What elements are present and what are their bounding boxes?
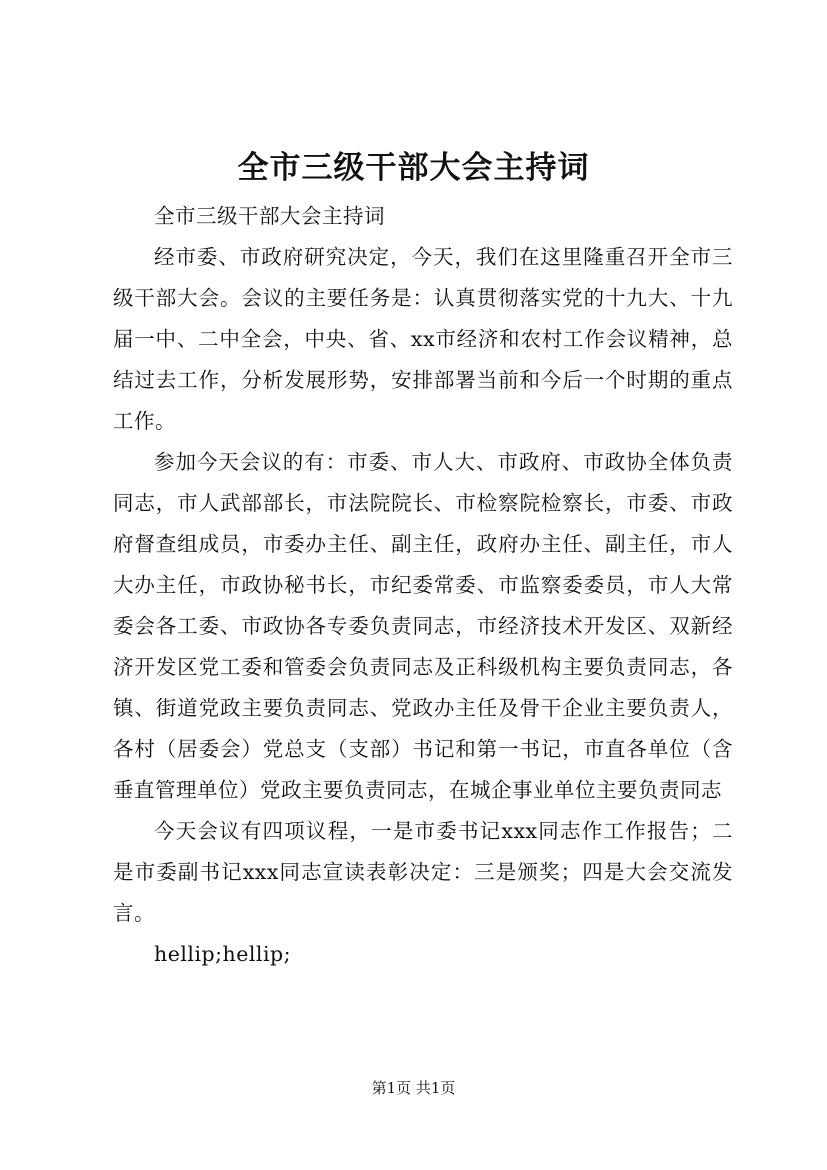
agenda-paragraph: 今天会议有四项议程，一是市委书记xxx同志作工作报告；二是市委副书记xxx同志宣读表彰决定：三是颁奖；四是大会交流发言。 — [113, 819, 733, 925]
document-body — [113, 196, 733, 975]
attendees-paragraph: 参加今天会议的有：市委、市人大、市政府、市政协全体负责同志，市人武部部长，市法院院长、市检察院检察长，市委、市政府督查组成员，市委办主任、副主任，政府办主任、副主任，市人大办主任，市政协秘书长，市纪委常委、市监察委委员，市人大常委会各工委、市政协各专委负责同志，市经济技术开发区、双新经济开发区党工委和管委会负责同志及正科级机构主要负责同志，各镇、街道党政主要负责同志、党政办主任及骨干企业主要负责人，各村（居委会）党总支（支部）书记和第一书记，市直各单位（含垂直管理单位）党政主要负责同志，在城企事业单位主要负责同志 — [113, 450, 733, 802]
subtitle-paragraph: 全市三级干部大会主持词 — [154, 204, 385, 228]
intro-paragraph: 经市委、市政府研究决定，今天，我们在这里隆重召开全市三级干部大会。会议的主要任务是：认真贯彻落实党的十九大、十九届一中、二中全会，中央、省、xx市经济和农村工作会议精神，总结过去工作，分析发展形势，安排部署当前和今后一个时期的重点工作。 — [113, 245, 733, 433]
page-footer: 第1页 共1页 — [371, 1079, 456, 1097]
ellipsis-paragraph: hellip;hellip; — [154, 942, 292, 966]
document-title: 全市三级干部大会主持词 — [237, 150, 590, 186]
